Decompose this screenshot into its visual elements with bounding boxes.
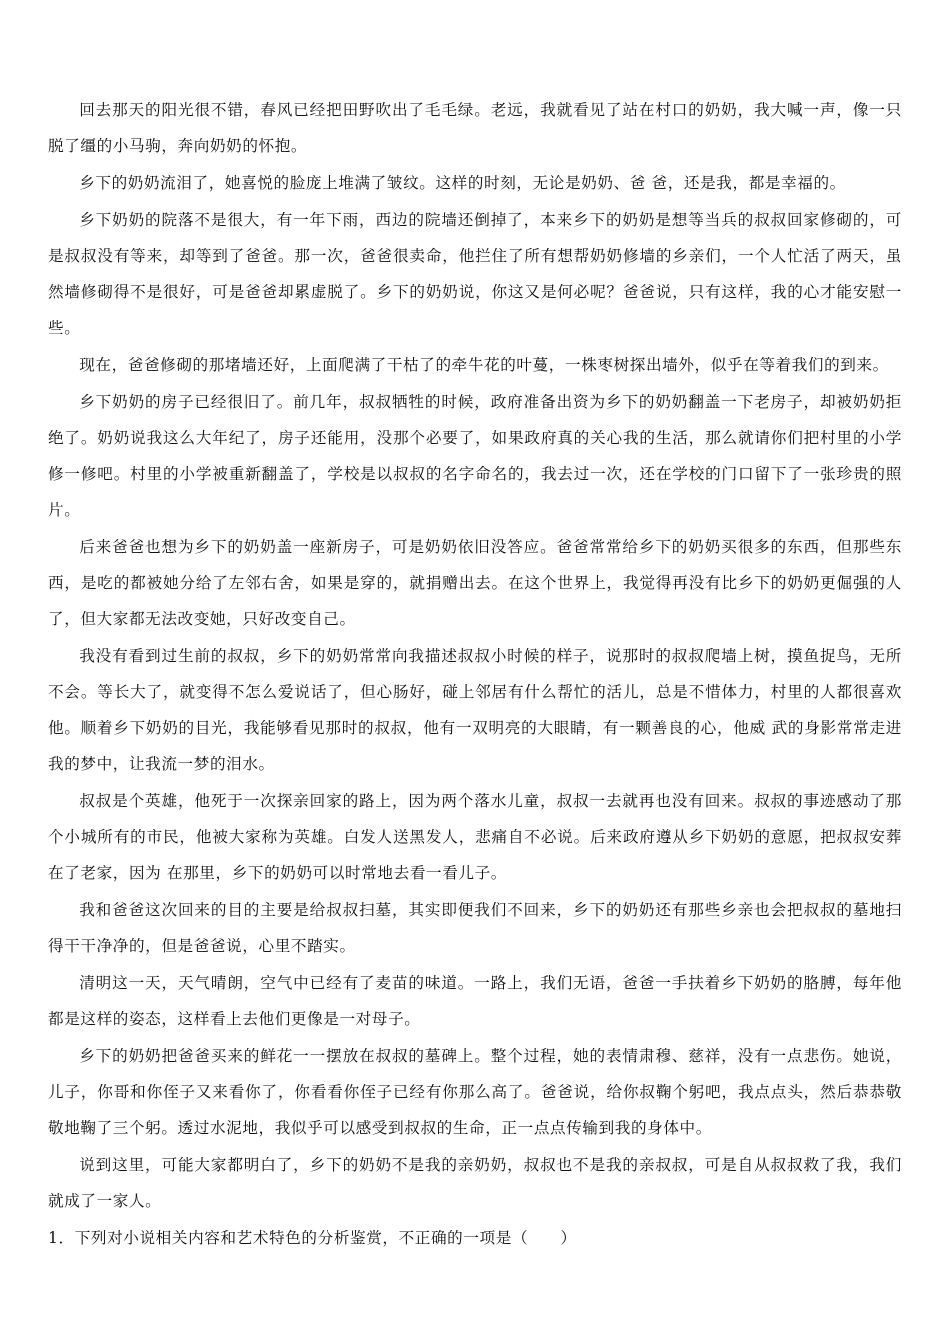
paragraph: 回去那天的阳光很不错，春风已经把田野吹出了毛毛绿。老远，我就看见了站在村口的奶奶，我大喊一声，像一只脱了缰的小马驹，奔向奶奶的怀抱。	[48, 101, 902, 155]
paragraph: 我和爸爸这次回来的目的主要是给叔叔扫墓，其实即便我们不回来，乡下的奶奶还有那些乡亲也会把叔叔的墓地扫得干干净净的，但是爸爸说，心里不踏实。	[48, 901, 902, 955]
paragraph: 我没有看到过生前的叔叔，乡下的奶奶常常向我描述叔叔小时候的样子，说那时的叔叔爬墙上树，摸鱼捉鸟，无所不会。等长大了，就变得不怎么爱说话了，但心肠好，碰上邻居有什么帮忙的活儿，总是不惜体力，村里的人都很喜欢他。顺着乡下奶奶的目光，我能够看见那时的叔叔，他有一双明亮的大眼睛，有一颗善良的心，他威 武的身影常常走进我的梦中，让我流一梦的泪水。	[48, 647, 902, 773]
paragraph: 乡下奶奶的房子已经很旧了。前几年，叔叔牺牲的时候，政府准备出资为乡下的奶奶翻盖一下老房子，却被奶奶拒绝了。奶奶说我这么大年纪了，房子还能用，没那个必要了，如果政府真的关心我的生活，那么就请你们把村里的小学修一修吧。村里的小学被重新翻盖了，学校是以叔叔的名字命名的，我去过一次，还在学校的门口留下了一张珍贵的照片。	[48, 393, 902, 519]
paragraph: 现在，爸爸修砌的那堵墙还好，上面爬满了干枯了的牵牛花的叶蔓，一株枣树探出墙外，似乎在等着我们的到来。	[79, 356, 889, 374]
question-1: 1．下列对小说相关内容和艺术特色的分析鉴赏，不正确的一项是（ ）	[48, 1229, 577, 1247]
paragraph: 说到这里，可能大家都明白了，乡下的奶奶不是我的亲奶奶，叔叔也不是我的亲叔叔，可是自从叔叔救了我，我们就成了一家人。	[48, 1156, 902, 1210]
paragraph: 乡下的奶奶流泪了，她喜悦的脸庞上堆满了皱纹。这样的时刻，无论是奶奶、爸 爸，还是我，都是幸福的。	[79, 174, 846, 192]
paragraph: 后来爸爸也想为乡下的奶奶盖一座新房子，可是奶奶依旧没答应。爸爸常常给乡下的奶奶买很多的东西，但那些东西，是吃的都被她分给了左邻右舍，如果是穿的，就捐赠出去。在这个世界上，我觉得再没有比乡下的奶奶更倔强的人了，但大家都无法改变她，只好改变自己。	[48, 538, 902, 628]
paragraph: 清明这一天，天气晴朗，空气中已经有了麦苗的味道。一路上，我们无语，爸爸一手扶着乡下奶奶的胳膊，每年他都是这样的姿态，这样看上去他们更像是一对母子。	[48, 974, 902, 1028]
paragraph: 乡下奶奶的院落不是很大，有一年下雨，西边的院墙还倒掉了，本来乡下的奶奶是想等当兵的叔叔回家修砌的，可是叔叔没有等来，却等到了爸爸。那一次，爸爸很卖命，他拦住了所有想帮奶奶修墙的乡亲们，一个人忙活了两天，虽然墙修砌得不是很好，可是爸爸却累虚脱了。乡下的奶奶说，你这又是何必呢？爸爸说，只有这样，我的心才能安慰一些。	[48, 211, 902, 337]
paragraph: 乡下的奶奶把爸爸买来的鲜花一一摆放在叔叔的墓碑上。整个过程，她的表情肃穆、慈祥，没有一点悲伤。她说，儿子，你哥和你侄子又来看你了，你看看你侄子已经有你那么高了。爸爸说，给你叔鞠个躬吧，我点点头，然后恭恭敬敬地鞠了三个躬。透过水泥地，我似乎可以感受到叔叔的生命，正一点点传输到我的身体中。	[48, 1047, 902, 1137]
story-text	[48, 92, 902, 1256]
paragraph: 叔叔是个英雄，他死于一次探亲回家的路上，因为两个落水儿童，叔叔一去就再也没有回来。叔叔的事迹感动了那个小城所有的市民，他被大家称为英雄。白发人送黑发人，悲痛自不必说。后来政府遵从乡下奶奶的意愿，把叔叔安葬在了老家，因为 在那里，乡下的奶奶可以时常地去看一看儿子。	[48, 792, 902, 882]
